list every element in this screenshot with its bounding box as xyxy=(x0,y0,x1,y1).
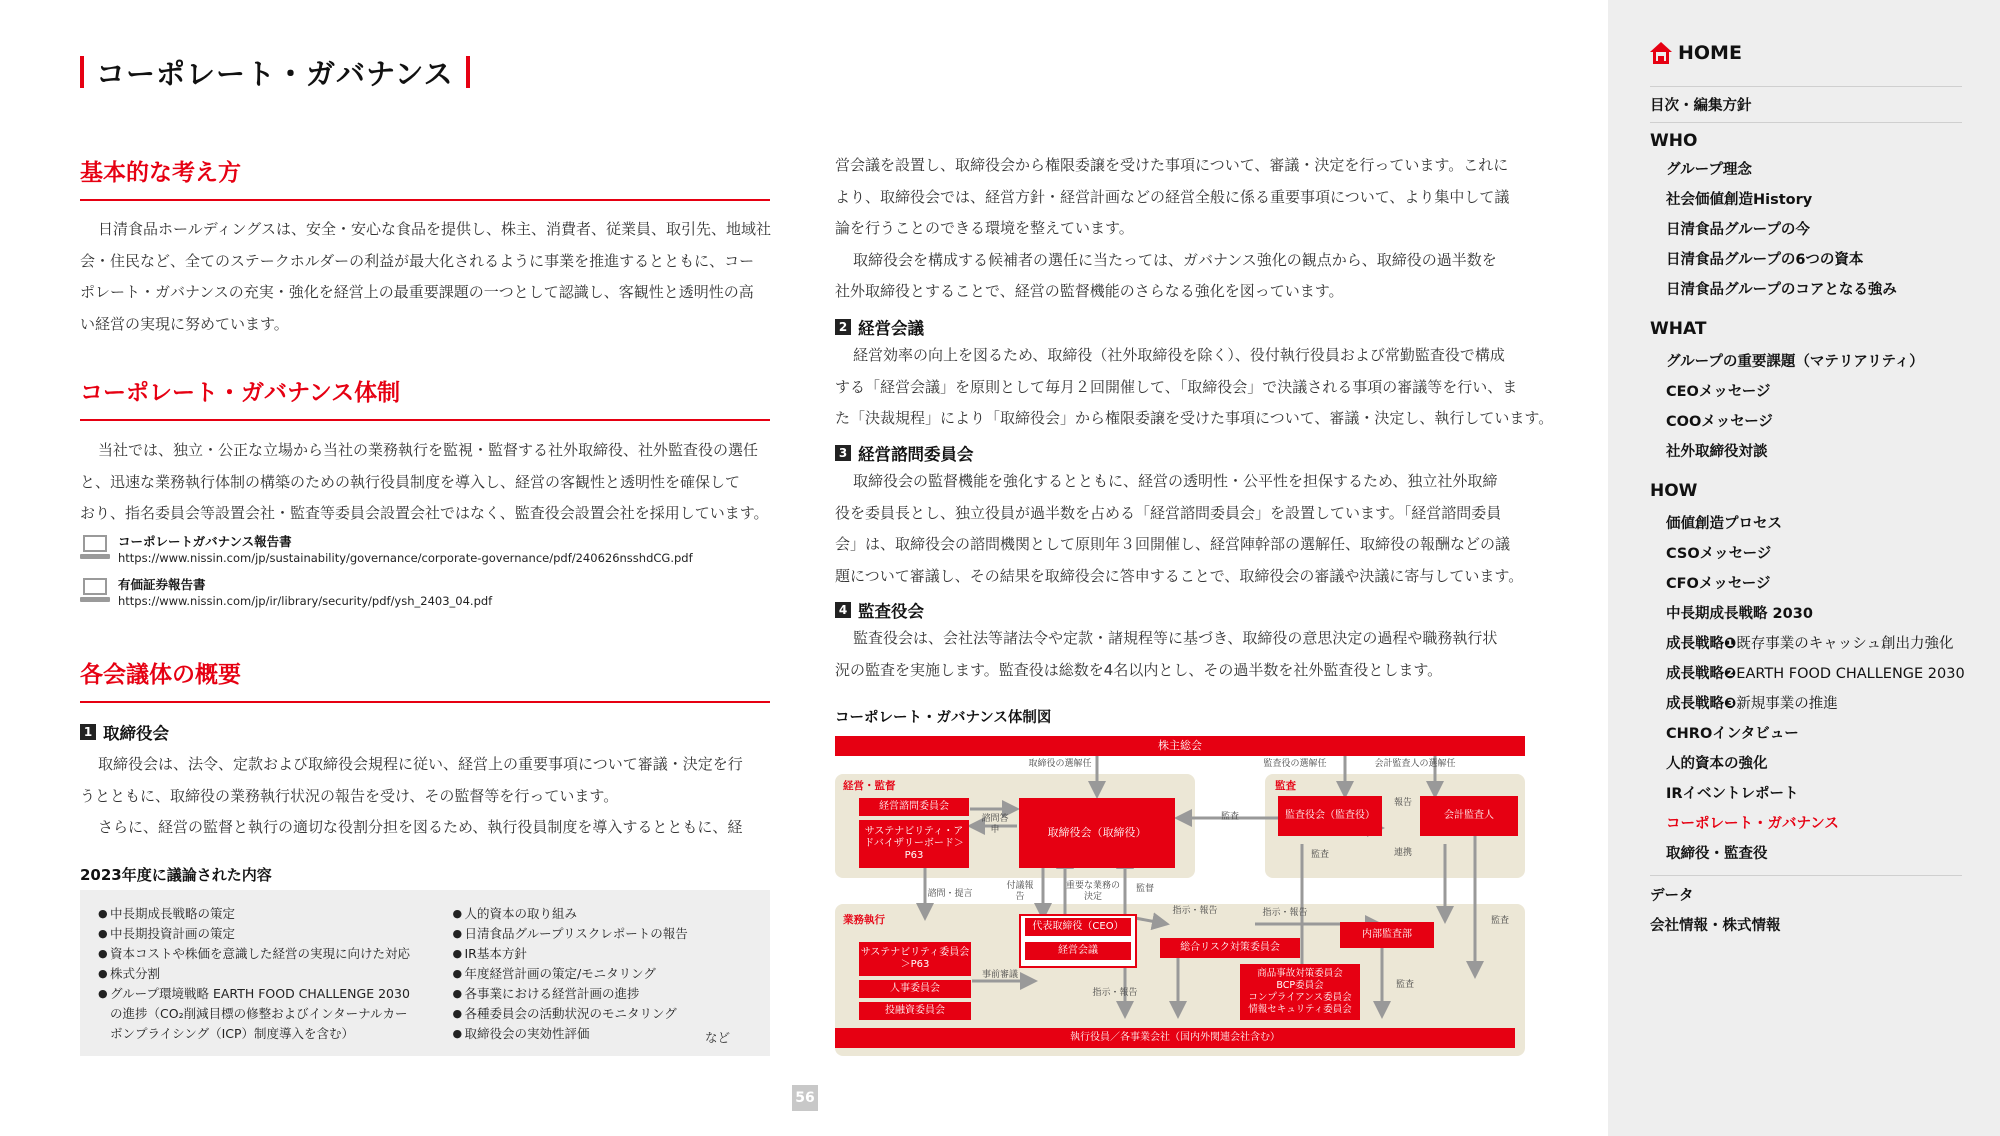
audit-line: 監査役会は、会社法等諸法令や定款・諸規程等に基づき、取締役の意思決定の過程や職務執行状 xyxy=(853,629,1498,647)
note-consult: 諮問答申 xyxy=(981,814,1009,835)
advisory-line: 題について審議し、その結果を取締役会に答申することで、取締役会の審議や決議に寄与しています。 xyxy=(835,566,1524,585)
title-bar-right xyxy=(466,56,470,88)
title-bar-left xyxy=(80,56,84,88)
board-text-cont xyxy=(835,150,1529,308)
nav-category-what[interactable]: WHAT xyxy=(1650,319,1707,339)
nav-item-chro-interview[interactable]: CHROインタビュー xyxy=(1666,726,1799,742)
board-line: うとともに、取締役の業務執行状況の報告を受け、その監督等を行っています。 xyxy=(80,786,619,805)
note-refer: 付議報告 xyxy=(1006,881,1034,902)
nav-item-history[interactable]: 社会価値創造History xyxy=(1666,192,1813,208)
board-line: より、取締役会では、経営方針・経営計画などの経営全般に係る重要事項について、より集中して議 xyxy=(835,187,1510,206)
system-line: と、迅速な業務執行体制の構築のための執行役員制度を導入し、経営の客観性と透明性を確保して xyxy=(80,472,741,491)
board-line: 取締役会は、法令、定款および取締役会規程に従い、経営上の重要事項について審議・決定を行 xyxy=(98,755,743,773)
number-badge: 2 xyxy=(835,319,851,335)
nav-item-growth-strategy-1[interactable]: 成長戦略❶既存事業のキャッシュ創出力強化 xyxy=(1666,636,1954,652)
subheading-audit xyxy=(835,598,924,622)
page-title xyxy=(80,50,470,94)
link-url[interactable]: https://www.nissin.com/jp/ir/library/security/pdf/ysh_2403_04.pdf xyxy=(118,594,493,608)
number-badge: 4 xyxy=(835,602,851,618)
nav-item-coo-message[interactable]: COOメッセージ xyxy=(1666,414,1773,430)
basic-line: 日清食品ホールディングスは、安全・安心な食品を提供し、株主、消費者、従業員、取引先、地域社 xyxy=(98,220,772,238)
topic-item: ● 取締役会の実効性評価 xyxy=(452,1026,590,1041)
topic-item: ● 資本コストや株価を意識した経営の実現に向けた対応 xyxy=(98,946,411,961)
nav-item-company-info[interactable]: 会社情報・株式情報 xyxy=(1650,918,1781,934)
link-title[interactable]: 有価証券報告書 xyxy=(118,577,206,592)
topic-item: ● 各事業における経営計画の進捗 xyxy=(452,986,640,1001)
nav-item-core-strengths[interactable]: 日清食品グループのコアとなる強み xyxy=(1666,282,1897,298)
advisory-line: 役を委員長とし、独立役員が過半数を占める「経営諮問委員会」を設置しています。「経営諮問委員 xyxy=(835,503,1502,522)
note-instruct-report-2: 指示・報告 xyxy=(1262,908,1308,918)
note-important: 重要な業務の決定 xyxy=(1065,881,1120,902)
system-line: 当社では、独立・公正な立場から当社の業務執行を監視・監督する社外取締役、社外監査役の選任 xyxy=(98,441,759,459)
nav-item-cfo-message[interactable]: CFOメッセージ xyxy=(1666,576,1771,592)
number-badge: 1 xyxy=(80,724,96,740)
page-number: 56 xyxy=(792,1085,818,1111)
home-icon xyxy=(1650,42,1672,64)
management-line: た「決裁規程」により「取締役会」から権限委譲を受けた事項について、審議・決定し、執行しています。 xyxy=(835,409,1554,427)
topic-item: ● 日清食品グループリスクレポートの報告 xyxy=(452,926,688,941)
auditors-board-box: 監査役会（監査役） xyxy=(1278,796,1382,836)
nav-item-human-capital[interactable]: 人的資本の強化 xyxy=(1666,756,1768,772)
system-line: おり、指名委員会等設置会社・監査等委員会設置会社ではなく、監査役会設置会社を採用しています。 xyxy=(80,504,769,522)
shareholders-meeting: 株主総会 xyxy=(835,736,1525,756)
computer-icon xyxy=(80,535,110,561)
management-line: 経営効率の向上を図るため、取締役（社外取締役を除く）、役付執行役員および常勤監査役で構成 xyxy=(853,346,1505,364)
nav-item-directors[interactable]: 取締役・監査役 xyxy=(1666,846,1768,862)
link-cg-report[interactable] xyxy=(80,533,693,567)
note-advice: 諮問・提言 xyxy=(927,889,973,899)
nav-category-who[interactable]: WHO xyxy=(1650,131,1698,151)
topics-etc: など xyxy=(704,1030,730,1045)
nav-item-growth-strategy-2[interactable]: 成長戦略❷EARTH FOOD CHALLENGE 2030 xyxy=(1666,666,1965,682)
basic-line: 会・住民など、全てのステークホルダーの利益が最大化されるように事業を推進するとともに、コー xyxy=(80,251,755,270)
number-badge: 3 xyxy=(835,445,851,461)
nav-divider xyxy=(1650,875,1962,876)
note-director-selection: 取締役の選解任 xyxy=(1028,759,1092,769)
computer-icon xyxy=(80,578,110,604)
link-url[interactable]: https://www.nissin.com/jp/sustainability/governance/corporate-governance/pdf/240626nsshdCG.pdf xyxy=(118,551,693,565)
note-prior-review: 事前審議 xyxy=(981,970,1018,980)
nav-item-toc[interactable]: 目次・編集方針 xyxy=(1650,98,1752,114)
investment-committee-box: 投融資委員会 xyxy=(859,1002,971,1020)
topic-item: ● 中長期成長戦略の策定 xyxy=(98,906,236,921)
hr-committee-box: 人事委員会 xyxy=(859,980,971,998)
link-title[interactable]: コーポレートガバナンス報告書 xyxy=(118,534,292,549)
accountant-box: 会計監査人 xyxy=(1420,796,1518,836)
system-text xyxy=(80,435,774,530)
nav-category-how[interactable]: HOW xyxy=(1650,481,1698,501)
side-navigation xyxy=(1608,0,2000,1136)
sustainability-committee-box: サステナビリティ委員会＞P63 xyxy=(859,942,971,976)
note-report: 報告 xyxy=(1393,798,1412,808)
subheading-advisory xyxy=(835,441,974,465)
advisory-text xyxy=(835,466,1529,592)
topic-item: ● 各種委員会の活動状況のモニタリング xyxy=(452,1006,677,1021)
advisory-line: 会」は、取締役会の諮問機関として原則年３回開催し、経営陣幹部の選解任、取締役の報酬などの議 xyxy=(835,535,1511,553)
governance-diagram xyxy=(835,736,1525,1056)
internal-audit-box: 内部監査部 xyxy=(1340,922,1434,948)
nav-item-cso-message[interactable]: CSOメッセージ xyxy=(1666,546,1772,562)
board-text xyxy=(80,749,774,844)
note-supervise: 監督 xyxy=(1135,884,1154,894)
management-line: する「経営会議」を原則として毎月２回開催して、「取締役会」で決議される事項の審議等を行い、ま xyxy=(835,377,1518,396)
nav-item-ir-event[interactable]: IRイベントレポート xyxy=(1666,786,1799,802)
note-auditor-selection: 監査役の選解任 xyxy=(1263,759,1327,769)
board-line: 営会議を設置し、取締役会から権限委譲を受けた事項について、審議・決定を行っています。これに xyxy=(835,156,1509,174)
board-line: さらに、経営の監督と執行の適切な役割分担を図るため、執行役員制度を導入するとともに、経 xyxy=(98,818,743,836)
topic-item: ● 株式分割 xyxy=(98,966,161,981)
nav-item-outside-directors[interactable]: 社外取締役対談 xyxy=(1666,444,1768,460)
basic-line: ポレート・ガバナンスの充実・強化を経営上の最重要課題の一つとして認識し、客観性と透明性の高 xyxy=(80,283,754,301)
heading-system: コーポレート・ガバナンス体制 xyxy=(80,374,770,421)
nav-item-value-process[interactable]: 価値創造プロセス xyxy=(1666,516,1782,532)
board-box: 取締役会（取締役） xyxy=(1019,798,1175,868)
note-instruct-report-3: 指示・報告 xyxy=(1092,988,1138,998)
advisory-line: 取締役会の監督機能を強化するとともに、経営の透明性・公平性を担保するため、独立社外取締 xyxy=(853,472,1498,490)
subheading-text: 取締役会 xyxy=(103,724,169,743)
ceo-box: 代表取締役（CEO） xyxy=(1025,918,1131,936)
note-cooperation: 連携 xyxy=(1393,848,1412,858)
topics-list-1 xyxy=(98,904,452,1042)
link-securities-report[interactable] xyxy=(80,576,492,610)
committees-box: 商品事故対策委員会 BCP委員会 コンプライアンス委員会 情報セキュリティ委員会 xyxy=(1240,964,1360,1020)
nav-item-ceo-message[interactable]: CEOメッセージ xyxy=(1666,384,1771,400)
page-title-text: コーポレート・ガバナンス xyxy=(96,56,454,91)
audit-line: 況の監査を実施します。監査役は総数を4名以内とし、その過半数を社外監査役とします。 xyxy=(835,660,1443,679)
heading-bodies: 各会議体の概要 xyxy=(80,656,770,703)
management-text xyxy=(835,340,1554,435)
subheading-text: 監査役会 xyxy=(858,602,924,621)
advisory-committee-box: 経営諮問委員会 xyxy=(859,798,969,816)
nav-home-label[interactable]: HOME xyxy=(1678,42,1742,64)
topic-item: ● 中長期投資計画の策定 xyxy=(98,926,236,941)
heading-basic: 基本的な考え方 xyxy=(80,154,770,201)
topic-item: ● 年度経営計画の策定/モニタリング xyxy=(452,966,656,981)
note-audit3: 監査 xyxy=(1490,916,1509,926)
nav-home[interactable] xyxy=(1650,42,1742,64)
nav-item-group-today[interactable]: 日清食品グループの今 xyxy=(1666,222,1810,238)
topics-heading: 2023年度に議論された内容 xyxy=(80,866,272,884)
nav-divider xyxy=(1650,86,1962,87)
audit-text xyxy=(835,623,1529,686)
label-audit: 監査 xyxy=(1275,780,1296,792)
note-audit: 監査 xyxy=(1220,812,1239,822)
officers-bar: 執行役員／各事業会社（国内外関連会社含む） xyxy=(835,1028,1515,1048)
basic-text xyxy=(80,214,774,340)
topic-item: ● 人的資本の取り組み xyxy=(452,906,577,921)
topic-item: ● グループ環境戦略 EARTH FOOD CHALLENGE 2030 の進捗（CO₂削減目標の修整およびインターナルカーボンプライシング（ICP）制度導入を含む） xyxy=(98,986,410,1041)
topics-list-2 xyxy=(452,904,752,1042)
note-audit2: 監査 xyxy=(1310,850,1329,860)
management-meeting-box: 経営会議 xyxy=(1025,942,1131,960)
board-line: 論を行うことのできる環境を整えています。 xyxy=(835,219,1134,237)
subheading-management xyxy=(835,315,924,339)
nav-divider xyxy=(1650,122,1962,123)
nav-item-six-capitals[interactable]: 日清食品グループの6つの資本 xyxy=(1666,252,1864,268)
note-instruct-report-1: 指示・報告 xyxy=(1172,906,1218,916)
nav-item-growth-strategy-3[interactable]: 成長戦略❸新規事業の推進 xyxy=(1666,696,1838,712)
risk-committee-box: 総合リスク対策委員会 xyxy=(1160,938,1300,958)
nav-item-materiality[interactable]: グループの重要課題（マテリアリティ） xyxy=(1666,354,1924,370)
subheading-text: 経営会議 xyxy=(858,319,924,338)
basic-line: い経営の実現に努めています。 xyxy=(80,314,289,333)
board-line: 取締役会を構成する候補者の選任に当たっては、ガバナンス強化の観点から、取締役の過半数を xyxy=(853,250,1497,269)
nav-item-growth-strategy-2030[interactable]: 中長期成長戦略 2030 xyxy=(1666,606,1813,622)
label-execution: 業務執行 xyxy=(843,914,885,926)
nav-item-data[interactable]: データ xyxy=(1650,888,1694,904)
subheading-board xyxy=(80,720,169,744)
board-line: 社外取締役とすることで、経営の監督機能のさらなる強化を図っています。 xyxy=(835,282,1344,300)
note-accountant-selection: 会計監査人の選解任 xyxy=(1374,759,1456,769)
label-supervision: 経営・監督 xyxy=(843,780,896,792)
sustainability-board-box: サステナビリティ・アドバイザリーボード＞P63 xyxy=(859,820,969,868)
diagram-title: コーポレート・ガバナンス体制図 xyxy=(835,710,1052,726)
note-audit4: 監査 xyxy=(1395,980,1414,990)
topics-box xyxy=(80,890,770,1056)
nav-item-philosophy[interactable]: グループ理念 xyxy=(1666,162,1752,178)
subheading-text: 経営諮問委員会 xyxy=(858,445,974,464)
nav-item-corporate-governance[interactable]: コーポレート・ガバナンス xyxy=(1666,816,1839,832)
topic-item: ● IR基本方針 xyxy=(452,946,527,961)
